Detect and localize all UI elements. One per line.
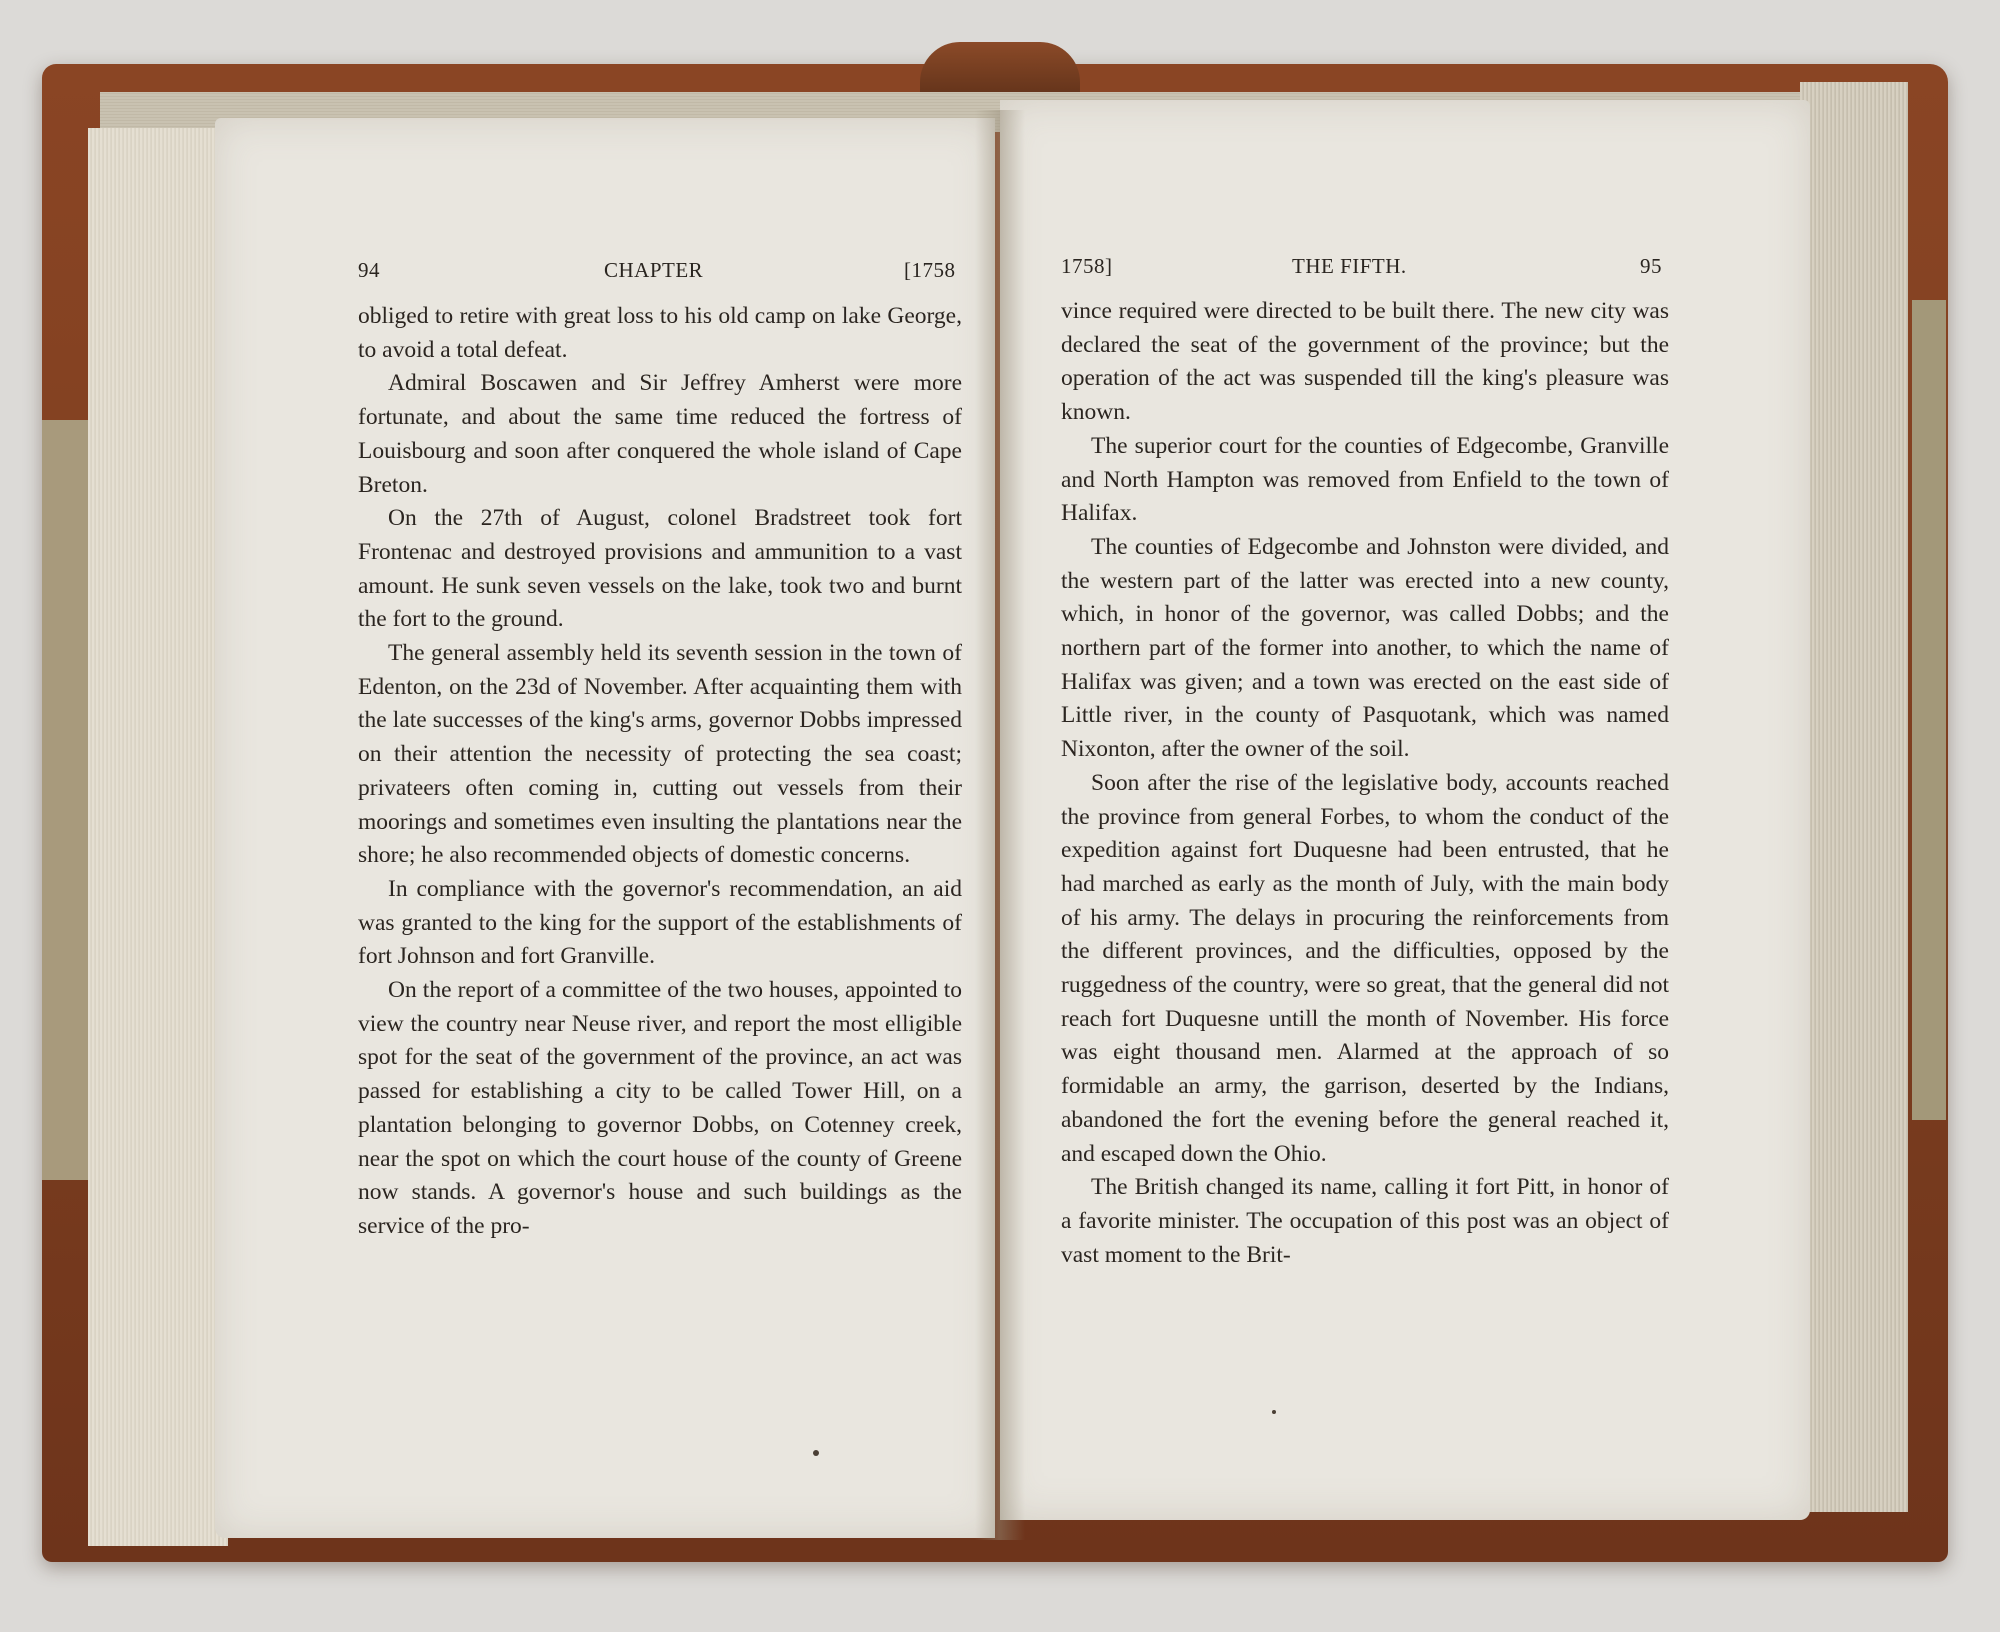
paragraph: Admiral Boscawen and Sir Jeffrey Amherst were more fortunate, and about the same time reduced the fortress of Louisbourg and soon after conquered the whole island of Cape Breton.: [358, 370, 962, 498]
left-page-number: 94: [358, 258, 380, 282]
ink-speck: [813, 1450, 819, 1456]
left-page-text: [358, 300, 962, 1244]
paragraph: On the 27th of August, colonel Bradstreet took fort Frontenac and destroyed provisions and ammunition to a vast amount. He sunk seven vessels on the lake, took two and burnt the fort to the ground.: [358, 505, 962, 633]
paragraph: The general assembly held its seventh session in the town of Edenton, on the 23d of November. After acquainting them with the late successes of the king's arms, governor Dobbs impressed on their attention the necessity of protecting the sea coast; privateers often coming in, cutting out vessels from their moorings and sometimes even insulting the plantations near the shore; he also recommended objects of domestic concerns.: [358, 640, 962, 869]
right-page-text: [1061, 295, 1669, 1272]
book-gutter: [975, 110, 1025, 1540]
paragraph: vince required were directed to be built there. The new city was declared the seat of the government of the province; but the operation of the act was suspended till the king's pleasure was known.: [1061, 298, 1669, 426]
cover-cloth-right: [1912, 300, 1946, 1120]
page-edge-left: [88, 128, 228, 1546]
page-edge-right: [1800, 82, 1908, 1512]
right-year: 1758]: [1061, 254, 1113, 278]
paragraph: obliged to retire with great loss to his old camp on lake George, to avoid a total defeat.: [358, 303, 962, 363]
paragraph: The superior court for the counties of Edgecombe, Granville and North Hampton was removed from Enfield to the town of Halifax.: [1061, 432, 1669, 527]
left-running-title: CHAPTER: [604, 258, 704, 282]
paragraph: Soon after the rise of the legislative body, accounts reached the province from general Forbes, to whom the conduct of the expedition against fort Duquesne had been entrusted, that he had marched as early as the month of July, with the main body of his army. The delays in procuring the reinforcements from the different provinces, and the difficulties, opposed by the ruggedness of the country, were so great, that the general did not reach fort Duquesne untill the month of November. His force was eight thousand men. Alarmed at the approach of so formidable an army, the garrison, deserted by the Indians, abandoned the fort the evening before the general reached it, and escaped down the Ohio.: [1061, 769, 1669, 1167]
ink-speck: [1272, 1410, 1276, 1414]
paragraph: The British changed its name, calling it fort Pitt, in honor of a favorite minister. The occupation of this post was an object of vast moment to the Brit-: [1061, 1174, 1669, 1268]
right-running-title: THE FIFTH.: [1292, 254, 1407, 278]
paragraph: In compliance with the governor's recommendation, an aid was granted to the king for the support of the establishments of fort Johnson and fort Granville.: [358, 875, 962, 970]
paragraph: On the report of a committee of the two houses, appointed to view the country near Neuse river, and report the most elligible spot for the seat of the government of the province, an act was passed for establishing a city to be called Tower Hill, on a plantation belonging to governor Dobbs, on Cotenney creek, near the spot on which the court house of the county of Greene now stands. A governor's house and such buildings as the service of the pro-: [358, 977, 962, 1239]
paragraph: The counties of Edgecombe and Johnston were divided, and the western part of the latter was erected into a new county, which, in honor of the governor, was called Dobbs; and the northern part of the former into another, to which the name of Halifax was given; and a town was erected on the east side of Little river, in the county of Pasquotank, which was named Nixonton, after the owner of the soil.: [1061, 533, 1669, 763]
left-year: [1758: [904, 258, 956, 282]
right-page-number: 95: [1640, 254, 1662, 278]
